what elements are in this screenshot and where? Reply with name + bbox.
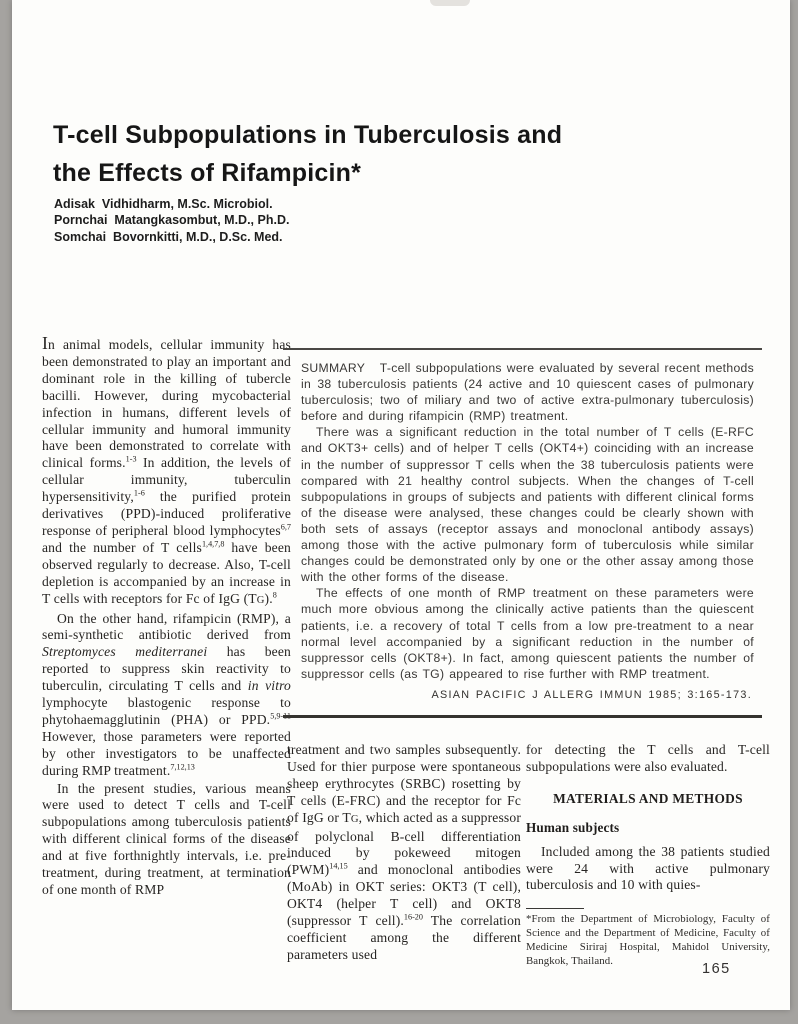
author-3: Somchai Bovornkitti, M.D., D.Sc. Med.	[54, 229, 283, 244]
intro-paragraph-3: In the present studies, various means were used to detect T cells and T-cell subpopulations among tuberculosis patients with different clinical forms of the disease and at five forthnightly intervals, i.e. pre-treatment, during treatment, at termination of one month of RMP	[42, 780, 291, 897]
affiliation-footnote-text: *From the Department of Microbiology, Faculty of Science and the Department of Medicine, Faculty of Medicine Siriraj Hospital, Mahidol University, Bangkok, Thailand.	[526, 913, 770, 967]
summary-paragraph-2: There was a significant reduction in the total number of T cells (E-RFC and OKT3+ cells) and of helper T cells (OKT4+) coinciding with an increase in the number of suppressor T cells when the 38 tuberculosis patients were compared with 21 healthy control subjects. When the changes of T-cell subpopulations in groups of subjects and patients with different clinical forms of the disease were analysed, these changes could be clearly shown with both sets of assays (receptor assays and monoclonal antibody assays) among those with the active pulmonary form of tuberculosis while similar changes could be demonstrated only by one or the other assay among those with the other forms of the disease.	[301, 425, 754, 585]
intro-paragraph-2: On the other hand, rifampicin (RMP), a semi-synthetic antibiotic derived from Streptomyces mediterranei has been reported to suppress skin reactivity to tuberculin, circulating T cells and in vitro lymphocyte blastogenic response to phytohaemagglutinin (PHA) or PPD.$^{5,9-11}$ However, those parameters were reported by other investigators to be unaffected during RMP treatment.$^{7,12,13}$	[42, 610, 292, 778]
human-subjects-paragraph: Included among the 38 patients studied were 24 with active pulmonary tuberculosis and 10 with quies-	[526, 843, 770, 893]
right-column	[526, 742, 770, 969]
article-title-line2: the Effects of Rifampicin*	[53, 158, 362, 187]
scan-artifact	[430, 0, 470, 6]
middle-column	[287, 742, 521, 964]
intro-paragraph-1: In animal models, cellular immunity has been demonstrated to play an important and dominant role in the killing of tubercle bacilli. However, during mycobacterial infection in humans, different levels of cellular immunity and humoral immunity have been demonstrated to correlate with clinical forms.$^{1-3}$ In addition, the levels of cellular immunity, tuberculin hypersensitivity,$^{1-6}$ the purified protein derivatives (PPD)-induced proliferative response of peripheral blood lymphocytes$^{6,7}$ and the number of T cells$^{1,4,7,8}$ have been observed regularly to decrease. Also, T-cell depletion is accompanied by an increase in T cells with receptors for Fc of IgG (TG).$^8$	[42, 333, 291, 606]
author-2: Pornchai Matangkasombut, M.D., Ph.D.	[54, 213, 290, 228]
journal-page	[12, 0, 790, 1010]
summary-box	[283, 348, 762, 718]
footnote-rule	[526, 908, 584, 909]
materials-methods-heading: MATERIALS AND METHODS	[553, 790, 743, 806]
page-number: 165	[702, 961, 731, 977]
journal-citation: ASIAN PACIFIC J ALLERG IMMUN 1985; 3:165-173.	[431, 688, 752, 701]
author-1: Adisak Vidhidharm, M.Sc. Microbiol.	[54, 197, 273, 211]
article-title	[53, 116, 713, 192]
article-title-line1: T-cell Subpopulations in Tuberculosis and	[53, 120, 563, 149]
methods-intro-paragraph: treatment and two samples subsequently. Used for thier purpose were spontaneous sheep erythrocytes (SRBC) rosetting by T cells (E-FRC) and the receptor for Fc of IgG or TG, which acted as a suppressor of polyclonal B-cell differentiation induced by pokeweed mitogen (PWM)$^{14,15}$ and monoclonal antibodies (MoAb) in OKT series: OKT3 (T cell), OKT4 (helper T cell) and OKT8 (suppressor T cell).$^{16-20}$ The correlation coefficient among the different parameters used	[287, 742, 521, 962]
evaluation-paragraph: for detecting the T cells and T-cell subpopulations were also evaluated.	[526, 742, 770, 774]
summary-paragraph-1: SUMMARY T-cell subpopulations were evaluated by several recent methods in 38 tuberculosis patients (24 active and 10 quiescent cases of pulmonary tuberculosis; two of miliary and two of active extra-pulmonary tuberculosis) before and during rifampicin (RMP) treatment.	[301, 361, 754, 424]
affiliation-footnote	[526, 908, 770, 968]
left-column	[42, 333, 292, 899]
human-subjects-subheading: Human subjects	[526, 819, 620, 835]
author-list	[54, 196, 454, 245]
summary-paragraph-3: The effects of one month of RMP treatment on these parameters were much more obvious among the clinically active patients than the quiescent patients, i.e. a recovery of total T cells from a low pre-treatment to a near normal level accompanied by a significant reduction in the number of suppressor cells (OKT8+). In fact, among quiescent patients the number of suppressor cells (as TG) appeared to rise further with RMP treatment.	[301, 586, 754, 681]
